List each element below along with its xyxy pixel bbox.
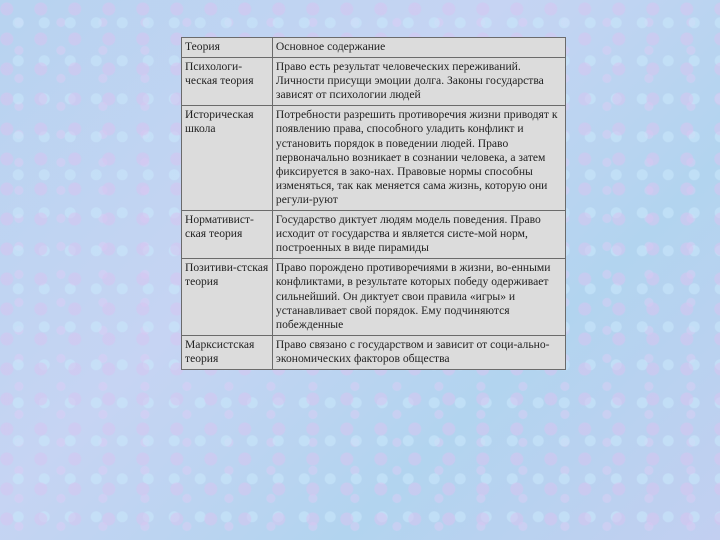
table-row bbox=[182, 106, 566, 211]
table-row bbox=[182, 211, 566, 259]
theory-content: Право есть результат человеческих переживаний. Личности присущи эмоции долга. Законы государства зависят от психологии людей bbox=[272, 58, 565, 106]
theory-name: Позитиви-стская теория bbox=[182, 259, 273, 335]
theory-name: Психологи-ческая теория bbox=[182, 58, 273, 106]
theory-name: Нормативист-ская теория bbox=[182, 211, 273, 259]
theory-content: Право связано с государством и зависит от соци-ально-экономических факторов общества bbox=[272, 335, 565, 369]
theory-name: Историческая школа bbox=[182, 106, 273, 211]
table-row bbox=[182, 259, 566, 335]
table-header-row bbox=[182, 38, 566, 58]
theory-name: Марксистская теория bbox=[182, 335, 273, 369]
table-row bbox=[182, 58, 566, 106]
theory-content: Потребности разрешить противоречия жизни приводят к появлению права, способного уладить конфликт и установить порядок в поведении людей. Право первоначально возникает в сознании человека, а затем фиксируется в зако-нах. Правовые нормы способны изменяться, так как меняется сама жизнь, которую они регули-руют bbox=[272, 106, 565, 211]
header-content: Основное содержание bbox=[272, 38, 565, 58]
table-row bbox=[182, 335, 566, 369]
theory-content: Государство диктует людям модель поведения. Право исходит от государства и является систе-мой норм, построенных в виде пирамиды bbox=[272, 211, 565, 259]
theories-table bbox=[181, 37, 566, 370]
header-theory: Теория bbox=[182, 38, 273, 58]
theory-content: Право порождено противоречиями в жизни, во-енными конфликтами, в результате которых победу одерживает сильнейший. Он диктует свои правила «игры» и устанавливает свой порядок. Ему подчиняются побежденные bbox=[272, 259, 565, 335]
